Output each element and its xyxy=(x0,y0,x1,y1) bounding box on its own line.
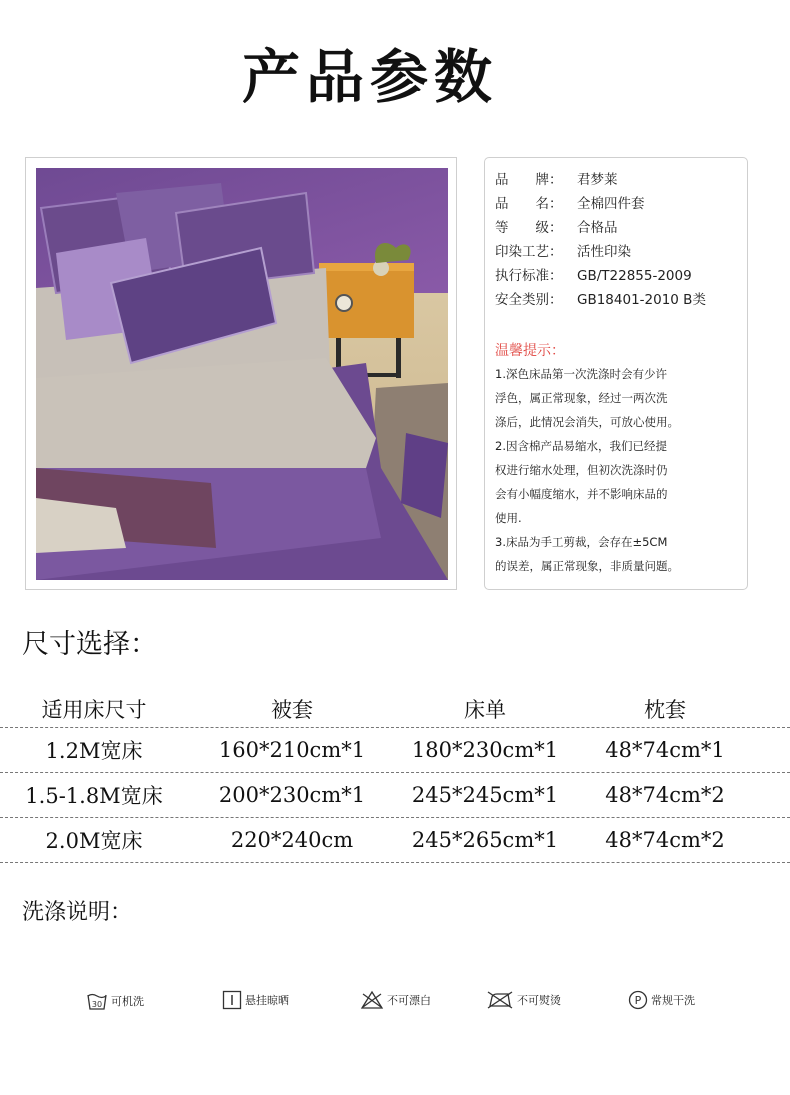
spec-label: 执行标准： xyxy=(495,268,563,284)
wash-label: 常规干洗 xyxy=(651,994,695,1007)
no-iron-icon xyxy=(486,990,514,1010)
tips-line: 会有小幅度缩水，并不影响床品的 xyxy=(495,487,668,501)
spec-row-safety xyxy=(495,288,737,312)
spec-label: 安全类别： xyxy=(495,292,563,308)
spec-info-box xyxy=(484,157,748,590)
size-heading: 尺寸选择： xyxy=(22,629,157,660)
page-title: 产品参数 xyxy=(241,43,498,111)
table-cell: 245*245cm*1 xyxy=(411,783,559,807)
table-cell: 220*240cm xyxy=(230,828,354,852)
table-cell: 48*74cm*2 xyxy=(605,828,725,852)
tips-line: 的误差，属正常现象，非质量问题。 xyxy=(495,559,679,573)
wash-item-no-bleach xyxy=(360,990,431,1010)
table-header-cell: 床单 xyxy=(464,697,506,722)
product-photo-frame xyxy=(25,157,457,590)
spec-value: 全棉四件套 xyxy=(577,196,645,212)
table-header-cell: 被套 xyxy=(271,697,313,722)
tips-line: 3.床品为手工剪裁，会存在±5CM xyxy=(495,535,668,549)
spec-row-brand xyxy=(495,168,737,192)
no-bleach-icon xyxy=(360,990,384,1010)
tips-title: 温馨提示： xyxy=(495,343,565,359)
spec-value: GB18401-2010 B类 xyxy=(577,292,706,308)
wash-heading: 洗涤说明： xyxy=(22,900,133,925)
bedding-illustration xyxy=(36,168,448,580)
wash-label: 不可漂白 xyxy=(387,994,431,1007)
table-cell: 245*265cm*1 xyxy=(411,828,559,852)
size-table xyxy=(0,690,790,863)
spec-row-dyeing xyxy=(495,240,737,264)
table-row xyxy=(0,773,790,818)
table-cell: 160*210cm*1 xyxy=(218,738,366,762)
spec-row-standard xyxy=(495,264,737,288)
table-header-cell: 枕套 xyxy=(644,697,686,722)
tips-line: 权进行缩水处理，但初次洗涤时仍 xyxy=(495,463,668,477)
table-cell: 200*230cm*1 xyxy=(218,783,366,807)
table-header-cell: 适用床尺寸 xyxy=(41,697,147,722)
wash-item-dry-clean xyxy=(628,990,695,1010)
table-cell: 48*74cm*2 xyxy=(605,783,725,807)
spec-label: 品 牌： xyxy=(495,172,563,188)
wash-label: 可机洗 xyxy=(111,995,144,1008)
table-header-row xyxy=(0,690,790,728)
spec-value: GB/T22855-2009 xyxy=(577,268,692,284)
spec-label: 品 名： xyxy=(495,196,563,212)
hang-dry-icon xyxy=(222,990,242,1010)
product-photo xyxy=(36,168,448,580)
tips-line: 使用. xyxy=(495,511,522,525)
spec-value: 活性印染 xyxy=(577,244,631,260)
wash-label: 悬挂晾晒 xyxy=(245,994,289,1007)
table-cell: 180*230cm*1 xyxy=(411,738,559,762)
table-cell: 1.2M宽床 xyxy=(45,739,143,763)
spec-value: 合格品 xyxy=(577,220,618,236)
wash-item-no-iron xyxy=(486,990,561,1010)
tips-line: 1.深色床品第一次洗涤时会有少许 xyxy=(495,367,667,381)
table-cell: 48*74cm*1 xyxy=(605,738,725,762)
table-row xyxy=(0,728,790,773)
spec-label: 等 级： xyxy=(495,220,563,236)
wash-item-hang xyxy=(222,990,289,1010)
wash-icons-row xyxy=(0,990,790,1020)
dry-clean-letter: P xyxy=(634,994,642,1007)
spec-row-grade xyxy=(495,216,737,240)
tips-line: 涤后，此情况会消失，可放心使用。 xyxy=(495,415,679,429)
tips-list xyxy=(495,362,737,578)
wash-temp-label: 30 xyxy=(91,1000,103,1009)
spec-value: 君梦莱 xyxy=(577,172,618,188)
table-cell: 1.5-1.8M宽床 xyxy=(25,784,163,808)
wash-item-machine xyxy=(86,990,144,1012)
spec-row-name xyxy=(495,192,737,216)
tips-line: 2.因含棉产品易缩水，我们已经提 xyxy=(495,439,667,453)
wash-label: 不可熨烫 xyxy=(517,994,561,1007)
table-row xyxy=(0,818,790,863)
spec-label: 印染工艺： xyxy=(495,244,563,260)
wash-30-icon xyxy=(86,990,108,1012)
dry-clean-p-icon xyxy=(628,990,648,1010)
table-cell: 2.0M宽床 xyxy=(45,829,143,853)
tips-line: 浮色，属正常现象，经过一两次洗 xyxy=(495,391,668,405)
